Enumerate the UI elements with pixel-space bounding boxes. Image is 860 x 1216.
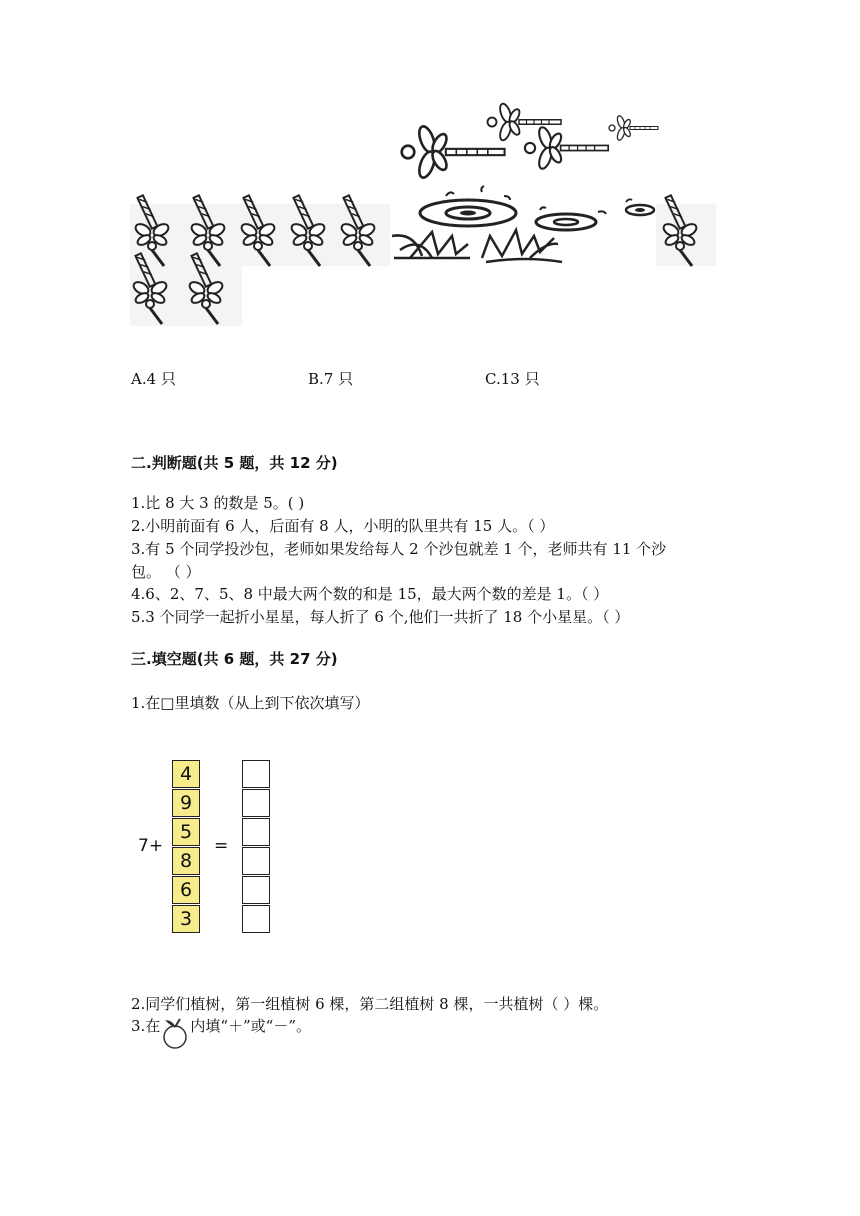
number-cell: 8 <box>172 847 200 875</box>
lily-pad-icon <box>536 207 606 230</box>
number-cell: 6 <box>172 876 200 904</box>
addend-label: 7+ <box>138 836 164 856</box>
answer-box[interactable] <box>242 789 270 817</box>
answer-box[interactable] <box>242 847 270 875</box>
judgement-item: 3.有 5 个同学投沙包，老师如果发给每人 2 个沙包就差 1 个，老师共有 11 个沙 <box>131 540 667 558</box>
addition-figure <box>130 760 280 940</box>
judgement-item-cont: 包。 （ ） <box>131 563 201 581</box>
answer-box[interactable] <box>242 876 270 904</box>
number-column <box>172 760 201 937</box>
number-cell: 9 <box>172 789 200 817</box>
q3-start: 3.在 <box>131 1017 161 1035</box>
section-heading: 二.判断题(共 5 题，共 12 分) <box>131 454 338 472</box>
number-cell: 5 <box>172 818 200 846</box>
judgement-item: 5.3 个同学一起折小星星，每人折了 6 个,他们一共折了 18 个小星星。（ ） <box>131 608 630 626</box>
q3-end: 内填“＋”或“－”。 <box>190 1017 311 1035</box>
equals-sign: = <box>214 836 229 856</box>
judgement-item: 4.6、2、7、5、8 中最大两个数的和是 15，最大两个数的差是 1。（ ） <box>131 585 609 603</box>
dragonfly-icon <box>525 126 608 171</box>
option-c: C.13 只 <box>485 370 540 388</box>
dragonfly-pond-illustration <box>0 0 860 340</box>
option-a: A.4 只 <box>131 370 176 388</box>
lily-pad-icon <box>420 186 516 226</box>
fill-question-1: 1.在□里填数（从上到下依次填写） <box>131 694 370 712</box>
answer-box[interactable] <box>242 905 270 933</box>
grass-icon <box>482 230 562 262</box>
fill-question-2: 2.同学们植树，第一组植树 6 棵，第二组植树 8 棵，一共植树（ ）棵。 <box>131 995 609 1013</box>
fill-question-3 <box>131 1015 311 1037</box>
judgement-item: 1.比 8 大 3 的数是 5。( ) <box>131 494 305 512</box>
answer-box[interactable] <box>242 818 270 846</box>
judgement-item: 2.小明前面有 6 人，后面有 8 人，小明的队里共有 15 人。（ ） <box>131 517 555 535</box>
number-cell: 3 <box>172 905 200 933</box>
answer-box[interactable] <box>242 760 270 788</box>
answer-column <box>242 760 271 937</box>
dragonfly-icon <box>402 124 505 179</box>
option-b: B.7 只 <box>308 370 354 388</box>
lily-pad-icon <box>626 199 654 215</box>
apple-icon <box>160 1015 190 1037</box>
grass-icon <box>392 232 470 258</box>
number-cell: 4 <box>172 760 200 788</box>
dragonfly-icon <box>609 115 658 141</box>
section-heading: 三.填空题(共 6 题，共 27 分) <box>131 650 338 668</box>
